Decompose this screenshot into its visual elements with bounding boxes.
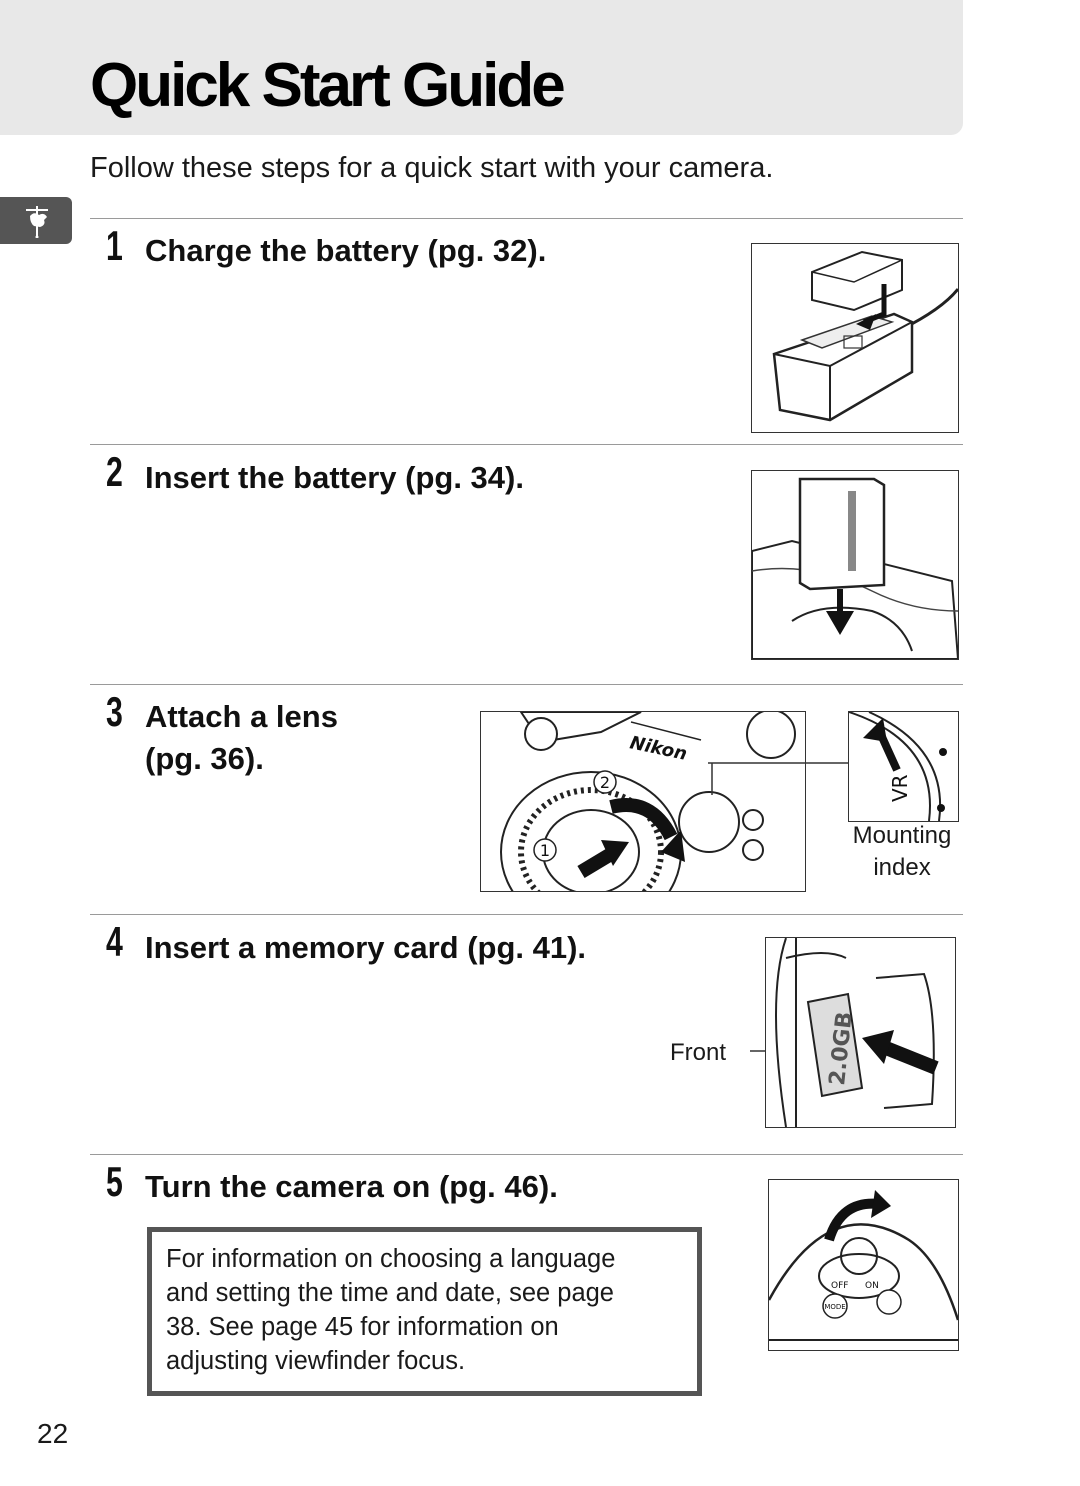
step-marker-1: 1: [539, 841, 551, 860]
svg-text:VR: VR: [888, 774, 912, 802]
step-title: Insert a memory card (pg. 41).: [145, 930, 587, 965]
battery-insert-illustration: [751, 470, 959, 660]
step-number: 2: [106, 448, 123, 495]
card-capacity-text: 2.0GB: [825, 1010, 858, 1087]
mode-button-label: MODE: [824, 1303, 846, 1311]
step-divider: [90, 444, 963, 445]
step-title: Charge the battery (pg. 32).: [145, 233, 547, 268]
section-tab: [0, 197, 72, 244]
step-title-line2: (pg. 36).: [145, 741, 264, 776]
step-number: 4: [106, 918, 123, 965]
note-line: 38. See page 45 for information on: [166, 1313, 559, 1341]
mounting-index-leader-line: [708, 755, 853, 795]
memory-card-illustration: [765, 937, 956, 1128]
note-line: For information on choosing a language: [166, 1245, 616, 1273]
weathervane-icon: [24, 202, 50, 238]
intro-text: Follow these steps for a quick start with your camera.: [90, 152, 774, 184]
step-title: Turn the camera on (pg. 46).: [145, 1169, 558, 1204]
note-line: and setting the time and date, see page: [166, 1279, 614, 1307]
mounting-index-detail: [848, 711, 959, 822]
front-label: Front: [670, 1039, 727, 1066]
page-title: Quick Start Guide: [90, 51, 563, 120]
step-divider: [90, 914, 963, 915]
svg-text:Nikon: Nikon: [627, 732, 689, 765]
step-number: 1: [106, 222, 123, 269]
step-title: Insert the battery (pg. 34).: [145, 460, 524, 495]
step-title-line1: Attach a lens: [145, 699, 338, 734]
lens-attach-illustration: [480, 711, 806, 892]
power-switch-illustration: [768, 1179, 959, 1351]
switch-on-label: ON: [865, 1281, 879, 1291]
step-number: 3: [106, 688, 123, 735]
step-number: 5: [106, 1158, 123, 1205]
mounting-index-label-line2: index: [873, 854, 931, 881]
mounting-index-label-line1: Mounting: [852, 822, 952, 849]
info-note-box: [147, 1227, 702, 1396]
page-number: 22: [37, 1418, 69, 1449]
step-divider: [90, 218, 963, 219]
step-divider: [90, 684, 963, 685]
switch-off-label: OFF: [831, 1281, 849, 1291]
step-marker-2: 2: [599, 773, 611, 792]
battery-charger-illustration: [751, 243, 959, 433]
note-line: adjusting viewfinder focus.: [166, 1347, 466, 1375]
step-divider: [90, 1154, 963, 1155]
